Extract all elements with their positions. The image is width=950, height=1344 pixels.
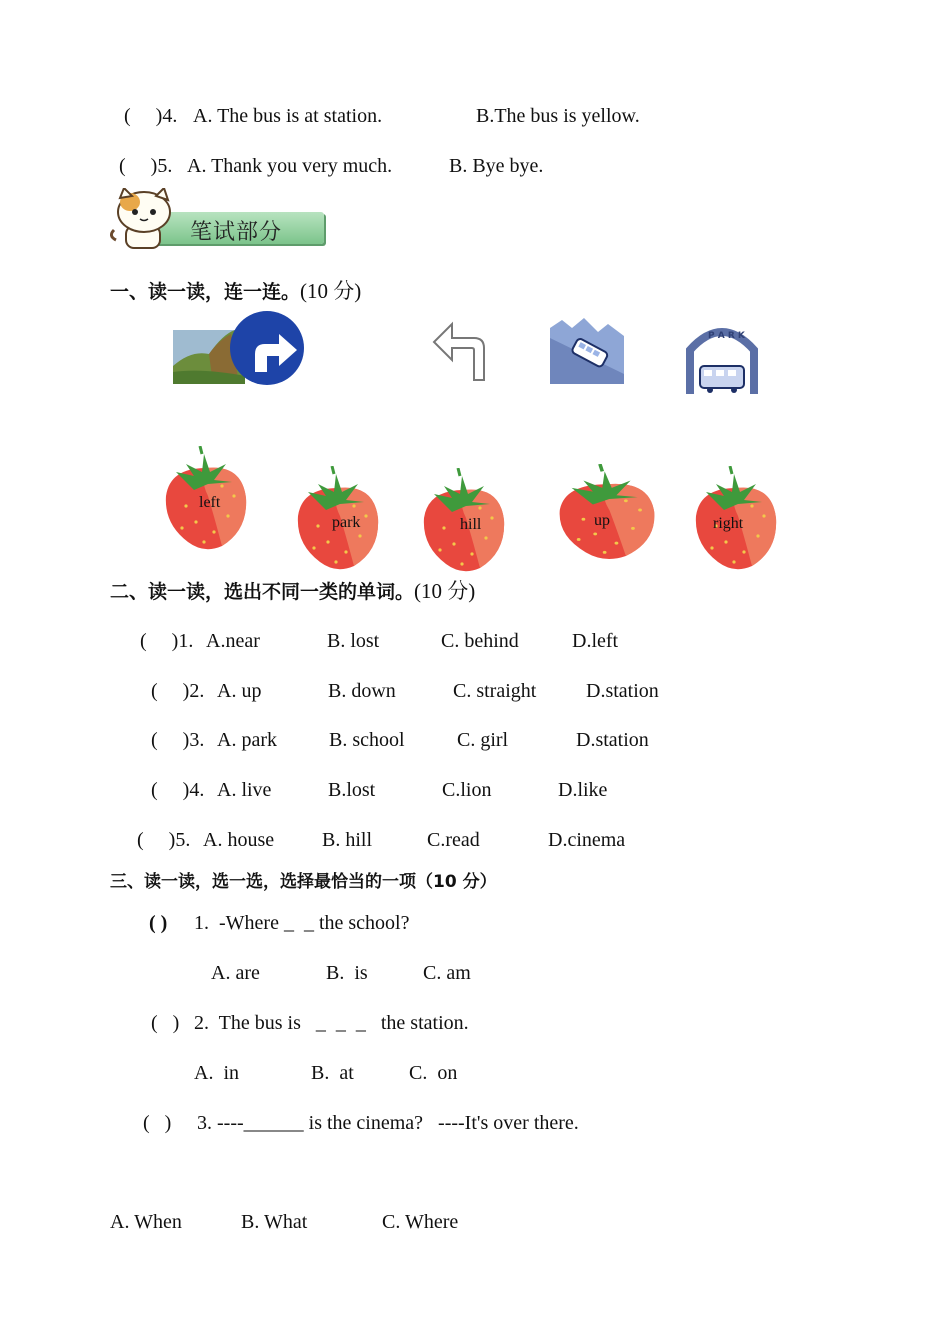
s2-q4-option-a: A. live	[217, 779, 272, 801]
listening-q5-option-a: A. Thank you very much.	[187, 155, 393, 177]
s2-q5-number: ( )5.	[137, 829, 191, 851]
s2-q3-option-d: D.station	[576, 729, 649, 751]
s2-q1-option-a: A.near	[206, 630, 260, 652]
s2-q2-option-d: D.station	[586, 680, 659, 702]
s2-q4-option-c: C.lion	[442, 779, 492, 801]
s3-q3-text: 3. ----______ is the cinema? ----It's over there.	[197, 1112, 579, 1134]
s2-q4-option-d: D.like	[558, 779, 608, 801]
s3-q3-option-b: B. What	[241, 1211, 308, 1233]
s3-q3-paren: ( )	[143, 1112, 172, 1134]
s2-q1-number: ( )1.	[140, 630, 194, 652]
s2-q5-option-a: A. house	[203, 829, 275, 851]
hill-and-right-arrow-picture	[173, 310, 305, 386]
section1-title: 一、读一读，连一连。	[110, 281, 301, 303]
section2-points: (10 分)	[414, 579, 476, 603]
s3-q1-text: 1. -Where _ _ the school?	[194, 912, 410, 934]
s2-q2-option-b: B. down	[328, 680, 396, 702]
s2-q1-option-b: B. lost	[327, 630, 380, 652]
s2-q3-number: ( )3.	[151, 729, 205, 751]
s3-q2-option-b: B. at	[311, 1062, 354, 1084]
listening-q5-number: ( )5.	[119, 155, 173, 177]
bus-going-up-hill-picture	[550, 318, 626, 386]
s3-q1-option-c: C. am	[423, 962, 471, 984]
s2-q1-option-c: C. behind	[441, 630, 519, 652]
s3-q1-option-a: A. are	[211, 962, 260, 984]
strawberry-card[interactable]	[156, 446, 256, 556]
s3-q1-paren: ( )	[149, 912, 168, 934]
strawberry-card[interactable]	[686, 466, 786, 576]
listening-q4-number: ( )4.	[124, 105, 178, 127]
s2-q4-option-b: B.lost	[328, 779, 376, 801]
s2-q2-number: ( )2.	[151, 680, 205, 702]
cat-mascot-icon	[108, 188, 178, 252]
s3-q2-option-a: A. in	[194, 1062, 239, 1084]
section3-title: 三、读一读，选一选，选择最恰当的一项（10 分）	[110, 872, 497, 892]
s3-q2-option-c: C. on	[409, 1062, 458, 1084]
s3-q2-paren: ( )	[151, 1012, 180, 1034]
s2-q3-option-b: B. school	[329, 729, 405, 751]
strawberry-card[interactable]	[548, 464, 648, 574]
s3-q1-option-b: B. is	[326, 962, 368, 984]
banner-label: 笔试部分	[190, 220, 283, 245]
s2-q1-option-d: D.left	[572, 630, 619, 652]
s3-q2-text: 2. The bus is _ _ _ the station.	[194, 1012, 469, 1034]
s2-q5-option-b: B. hill	[322, 829, 373, 851]
s3-q3-option-a: A. When	[110, 1211, 182, 1233]
section2-heading	[110, 579, 475, 604]
strawberry-word-park: park	[332, 514, 361, 531]
s2-q4-number: ( )4.	[151, 779, 205, 801]
section1-points: (10 分)	[300, 279, 362, 303]
listening-q4-option-b: B.The bus is yellow.	[476, 105, 640, 127]
s2-q5-option-d: D.cinema	[548, 829, 626, 851]
bus-at-park-gate-picture	[686, 320, 758, 396]
section2-title: 二、读一读，选出不同一类的单词。	[110, 581, 415, 603]
listening-q4-option-a: A. The bus is at station.	[193, 105, 383, 127]
listening-q5-option-b: B. Bye bye.	[449, 155, 544, 177]
written-section-banner	[108, 188, 326, 252]
strawberry-card[interactable]	[414, 468, 514, 578]
s2-q2-option-a: A. up	[217, 680, 262, 702]
strawberry-word-hill: hill	[460, 516, 482, 533]
strawberry-card[interactable]	[288, 466, 388, 576]
s2-q2-option-c: C. straight	[453, 680, 537, 702]
svg-text:P A R K: P A R K	[708, 331, 745, 341]
s3-q3-option-c: C. Where	[382, 1211, 459, 1233]
section1-heading	[110, 279, 361, 304]
strawberry-word-up: up	[594, 512, 610, 529]
strawberry-word-left: left	[199, 494, 221, 511]
s2-q3-option-a: A. park	[217, 729, 277, 751]
left-turn-arrow-icon	[430, 318, 492, 384]
s2-q3-option-c: C. girl	[457, 729, 509, 751]
s2-q5-option-c: C.read	[427, 829, 480, 851]
strawberry-word-right: right	[713, 515, 744, 532]
